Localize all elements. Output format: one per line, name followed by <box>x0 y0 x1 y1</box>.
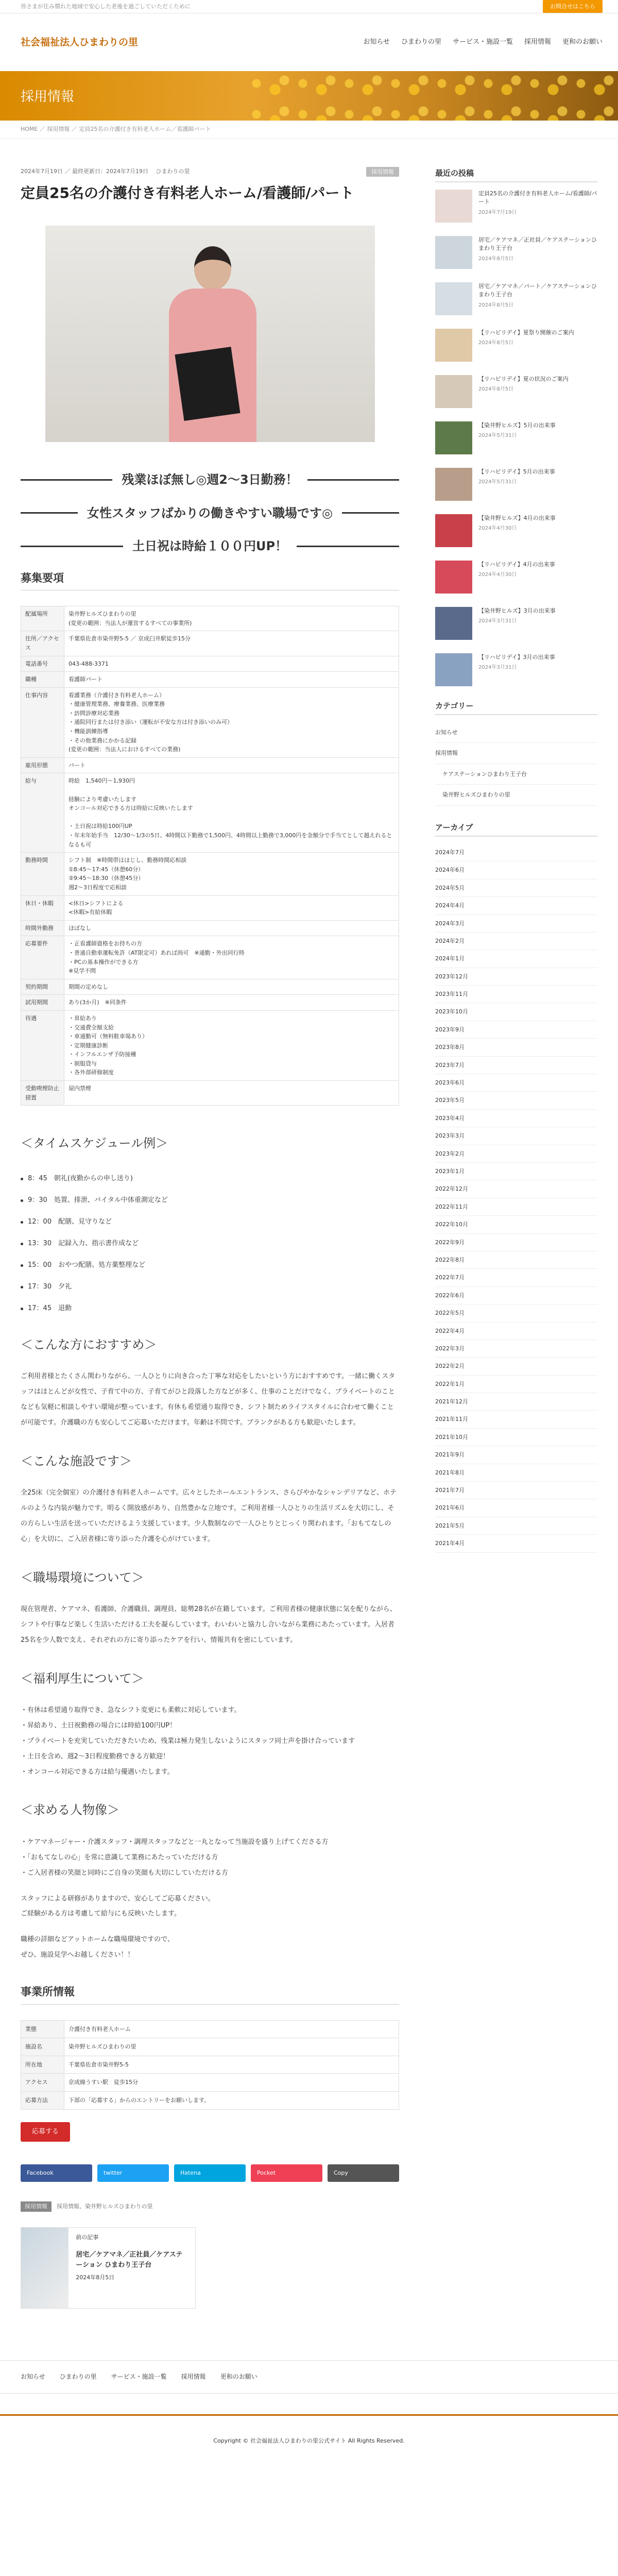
recent-post-title[interactable]: 【リハビリデイ】5月の出来事 <box>478 468 555 475</box>
who-text: ご利用者様とたくさん関わりながら、一人ひとりに向き合った丁寧な対応をしたいという方におすすめです。一緒に働くスタッフはほとんどが女性で、子育て中の方、子育てがひと段落した方などが多く、仕事のことだけでなく、プライベートのことなども気軽に相談しやすい環境が整っています。有休も希望通り取得でき、シフト制ためライフスタイルに合わせて働くことが可能です。介護職の方も安心してご応募いただけます。年齢は不問です。ブランクがある方も歓迎いたします。 <box>21 1372 396 1427</box>
job-field-label: 職種 <box>21 672 64 688</box>
prev-post-date: 2024年8月5日 <box>76 2274 115 2281</box>
recent-post-date: 2024年3月31日 <box>478 665 517 671</box>
contact-button[interactable]: お問合せはこちら <box>543 0 603 13</box>
recent-post-item[interactable] <box>435 329 597 362</box>
recent-post-date: 2024年5月31日 <box>478 479 517 485</box>
banner-women: 女性スタッフばかりの働きやすい職場です◎ <box>21 503 399 523</box>
job-table <box>21 606 399 1106</box>
archive-item[interactable]: 2021年10月 <box>435 1429 597 1446</box>
job-field-label: 住所／アクセス <box>21 631 64 656</box>
office-field-label: アクセス <box>21 2074 64 2092</box>
env-heading: ＜職場環境について＞ <box>21 1570 144 1585</box>
archive-item[interactable]: 2024年5月 <box>435 879 597 897</box>
recent-post-date: 2024年8月5日 <box>478 302 514 308</box>
recent-post-title[interactable]: 【リハビリデイ】夏祭り開催のご案内 <box>478 329 574 336</box>
archive-item[interactable]: 2022年10月 <box>435 1216 597 1233</box>
job-field-label: 試用期間 <box>21 995 64 1011</box>
recent-post-date: 2024年5月31日 <box>478 433 517 439</box>
person-item: ・「おもてなしの心」を常に意識して業務にあたっていただける方 <box>21 1853 218 1861</box>
archive-item[interactable]: 2023年4月 <box>435 1110 597 1127</box>
job-field-value: 染井野ヒルズひまわりの里 (変更の範囲：当法人が運営するすべての事業所) <box>64 606 399 631</box>
job-row <box>21 1010 399 1080</box>
article <box>21 167 399 2329</box>
category-item[interactable]: お知らせ <box>435 722 597 743</box>
site-header <box>0 13 618 71</box>
job-row <box>21 979 399 995</box>
banner-holiday: 土日祝は時給１００円UP！ <box>21 536 399 556</box>
recent-post-thumb <box>435 375 472 408</box>
welfare-list <box>21 1703 399 1780</box>
job-row <box>21 757 399 773</box>
job-field-value: シフト制 ※時間帯はほじし、勤務時間応相談 ①8:45〜17:45（休憩60分） ②9:45〜18:30（休憩45分） 週2〜3日程度で応相談 <box>64 853 399 895</box>
archive-item[interactable]: 2022年3月 <box>435 1340 597 1358</box>
recent-post-title[interactable]: 【リハビリデイ】3月の出来事 <box>478 653 555 660</box>
person-item: ・ケアマネージャー・介護スタッフ・調理スタッフなどと一丸となって当施設を盛り上げてくださる方 <box>21 1838 329 1846</box>
office-field-value: 下部の「応募する」からのエントリーをお願いします。 <box>64 2092 399 2110</box>
person-item: ・ご入居者様の笑顔と同時にご自身の笑顔も大切にしていただける方 <box>21 1869 229 1877</box>
recent-post-date: 2024年8月5日 <box>478 386 514 393</box>
recent-post-title[interactable]: 【染井野ヒルズ】5月の出来事 <box>478 421 556 429</box>
recent-posts-list <box>435 190 597 686</box>
recent-post-date: 2024年8月5日 <box>478 340 514 346</box>
share-buttons <box>21 2164 399 2182</box>
nav-item-request[interactable]: 更和のお願い <box>562 38 603 46</box>
office-field-value: 千葉県佐倉市染井野5-5 <box>64 2056 399 2074</box>
archive-item[interactable]: 2022年6月 <box>435 1287 597 1304</box>
job-field-value: 期間の定めなし <box>64 979 399 995</box>
archive-item[interactable]: 2023年3月 <box>435 1127 597 1145</box>
archive-item[interactable]: 2023年11月 <box>435 986 597 1003</box>
recent-post-title[interactable]: 居宅／ケアマネ／正社員／ケアステーションひまわり王子台 <box>478 236 597 252</box>
breadcrumb[interactable]: HOME ／ 採用情報 ／ 定員25名の介護付き有料老人ホーム／看護師パート <box>0 121 618 139</box>
recent-post-thumb <box>435 468 472 501</box>
recent-post-title[interactable]: 定員25名の介護付き有料老人ホーム/看護師/パート <box>478 190 597 206</box>
archive-item[interactable]: 2021年12月 <box>435 1393 597 1411</box>
job-field-label: 雇用形態 <box>21 757 64 773</box>
schedule-heading: ＜タイムスケジュール例＞ <box>21 1136 168 1151</box>
recent-post-date: 2024年8月5日 <box>478 256 514 262</box>
office-row <box>21 2074 399 2092</box>
sidebar <box>435 167 597 2329</box>
job-field-value: あり(3か月) ※同条件 <box>64 995 399 1011</box>
archive-item[interactable]: 2022年2月 <box>435 1358 597 1375</box>
global-nav <box>363 37 603 48</box>
schedule-item: 12：00 配膳、見守りなど <box>21 1211 399 1233</box>
archive-item[interactable]: 2022年1月 <box>435 1376 597 1393</box>
job-row <box>21 631 399 656</box>
recent-post-title[interactable]: 【リハビリデイ】4月の出来事 <box>478 561 555 568</box>
category-item[interactable]: ケアステーションひまわり王子台 <box>435 764 597 785</box>
job-field-label: 勤務時間 <box>21 853 64 895</box>
sunflower-image <box>247 71 618 121</box>
schedule-list <box>21 1168 399 1319</box>
archive-item[interactable]: 2021年9月 <box>435 1446 597 1464</box>
job-field-label: 給与 <box>21 773 64 853</box>
archive-item[interactable]: 2024年3月 <box>435 915 597 933</box>
job-field-value: ・昇給あり ・交通費全額支給 ・車通勤可（無料駐車場あり） ・定期健康診断 ・インフルエンザ予防接種 ・制服貸与 ・各外部研修制度 <box>64 1010 399 1080</box>
archive-item[interactable]: 2022年8月 <box>435 1251 597 1269</box>
job-row <box>21 995 399 1011</box>
recent-post-item[interactable] <box>435 607 597 640</box>
post-tags <box>21 2201 399 2212</box>
schedule-item: 9：30 処置、排泄、バイタル中体重測定など <box>21 1190 399 1211</box>
archive-item[interactable]: 2024年1月 <box>435 950 597 968</box>
hero-title: 採用情報 <box>21 89 75 105</box>
person-text-1: スタッフによる研修がありますので、安心してご応募ください。 ご経験がある方は考慮して給与にも反映いたします。 <box>21 1894 215 1918</box>
job-field-label: 応募要件 <box>21 936 64 979</box>
archive-item[interactable]: 2024年7月 <box>435 844 597 861</box>
schedule-item: 17：30 夕礼 <box>21 1276 399 1298</box>
footer-nav-item[interactable]: お知らせ <box>21 2372 45 2380</box>
recent-post-item[interactable] <box>435 236 597 269</box>
who-heading: ＜こんな方におすすめ＞ <box>21 1337 157 1352</box>
job-field-value: 時給 1,540円〜1,930円 経験により考慮いたします オンコール対応できる方は時給に反映いたします ・土日祝は時給100円UP ・年末年始手当 12/30〜1/3の5日、4時間以下勤務で1,500円、4時間以上勤務で3,000円を金額分で手当てとして越えれるとなるも可 <box>64 773 399 853</box>
archive-item[interactable]: 2024年4月 <box>435 897 597 914</box>
job-field-value: <休日>シフトによる <休暇>有給休暇 <box>64 895 399 920</box>
prev-post-card[interactable] <box>21 2227 196 2309</box>
facility-text: 全25床（完全個室）の介護付き有料老人ホームです。広々としたホールエントランス、さらびやかなシャンデリアなど、ホテルのような内装が魅力です。明るく開放感があり、自然豊かな立地です。ご利用者様一人ひとりの生活リズムを大切にし、その方らしい生活を送っていただけるよう支援しています。少人数制なので一人ひとりとじっくり関われます。「おもてなしの心」を大切に、ご入居者様に寄り添った介護を心がけています。 <box>21 1489 397 1543</box>
office-field-label: 施設名 <box>21 2038 64 2056</box>
job-row <box>21 687 399 757</box>
archive-item[interactable]: 2023年7月 <box>435 1057 597 1074</box>
job-field-label: 受動喫煙防止措置 <box>21 1081 64 1106</box>
top-bar <box>0 0 618 13</box>
job-field-label: 配属場所 <box>21 606 64 631</box>
archive-item[interactable]: 2022年9月 <box>435 1234 597 1251</box>
recent-post-date: 2024年7月19日 <box>478 209 517 215</box>
welfare-heading: ＜福利厚生について＞ <box>21 1671 144 1686</box>
recent-post-item[interactable] <box>435 468 597 501</box>
archive-list <box>435 844 597 1553</box>
job-row <box>21 606 399 631</box>
office-table <box>21 2020 399 2110</box>
archive-item[interactable]: 2023年9月 <box>435 1021 597 1039</box>
archive-item[interactable]: 2021年8月 <box>435 1464 597 1482</box>
recent-post-thumb <box>435 421 472 454</box>
office-field-label: 業態 <box>21 2020 64 2038</box>
prev-post-thumb <box>21 2228 68 2308</box>
recent-post-item[interactable] <box>435 561 597 594</box>
share-button-copy[interactable]: Copy <box>328 2164 399 2182</box>
footer-nav-item[interactable]: サービス・施設一覧 <box>111 2372 167 2380</box>
job-field-label: 仕事内容 <box>21 687 64 757</box>
nav-item-about[interactable]: ひまわりの里 <box>401 38 441 46</box>
recent-post-item[interactable] <box>435 190 597 223</box>
office-row <box>21 2038 399 2056</box>
archive-item[interactable]: 2023年5月 <box>435 1092 597 1109</box>
office-row <box>21 2020 399 2038</box>
nurse-photo <box>45 226 375 442</box>
page-hero <box>0 71 618 121</box>
archive-item[interactable]: 2021年5月 <box>435 1517 597 1535</box>
recent-post-thumb <box>435 561 472 594</box>
job-field-label: 契約期間 <box>21 979 64 995</box>
category-item[interactable]: 染井野ヒルズひまわりの里 <box>435 785 597 806</box>
archive-item[interactable]: 2022年4月 <box>435 1323 597 1340</box>
recent-post-title[interactable]: 【染井野ヒルズ】4月の出来事 <box>478 514 556 521</box>
recent-post-thumb <box>435 514 472 547</box>
job-field-value: ・正看護師資格をお持ちの方 ・普通自動車運転免許（AT限定可）あれば尚可 ※通勤・外出同行時 ・PCの基本操作ができる方 ※見学不問 <box>64 936 399 979</box>
office-field-value: 染井野ヒルズひまわりの里 <box>64 2038 399 2056</box>
site-tagline: 皆さまが住み慣れた地域で安心した老後を過ごしていただくために <box>21 3 191 10</box>
footer-nav-item[interactable]: 採用情報 <box>181 2372 206 2380</box>
archive-item[interactable]: 2023年8月 <box>435 1039 597 1056</box>
office-field-value: 介護付き有料老人ホーム <box>64 2020 399 2038</box>
env-text: 現在管理者、ケアマネ、看護師、介護職員、調理員、総勢28名が在籍しています。ご利用者様の健康状態に気を配りながら、シフトや行事など楽しく生活いただける工夫を凝らしています。わいわいと協力し合いながら業務にあたっています。入居者25名を少人数で支え、それぞれの方に寄り添ったケアを行い、情報共有を密にしています。 <box>21 1605 397 1644</box>
job-row <box>21 936 399 979</box>
archive-item[interactable]: 2021年7月 <box>435 1482 597 1499</box>
job-field-value: ほぼなし <box>64 920 399 936</box>
tag-label: 採用情報 <box>21 2201 52 2212</box>
job-field-label: 時間外勤務 <box>21 920 64 936</box>
person-list <box>21 1835 399 1881</box>
job-row <box>21 656 399 672</box>
schedule-item: 13：30 記録入力、指示書作成など <box>21 1233 399 1255</box>
archive-item[interactable]: 2022年12月 <box>435 1180 597 1198</box>
job-row <box>21 1081 399 1106</box>
recent-post-item[interactable] <box>435 375 597 408</box>
person-heading: ＜求める人物像＞ <box>21 1803 119 1818</box>
tag-links[interactable]: 採用情報、染井野ヒルズひまわりの里 <box>57 2203 153 2210</box>
archive-item[interactable]: 2022年11月 <box>435 1198 597 1216</box>
job-field-value: パート <box>64 757 399 773</box>
office-field-value: 京成線うすい駅 徒歩15分 <box>64 2074 399 2092</box>
category-list <box>435 722 597 806</box>
category-heading: カテゴリー <box>435 700 597 715</box>
archive-heading: アーカイブ <box>435 821 597 837</box>
recent-post-thumb <box>435 190 472 223</box>
recent-post-item[interactable] <box>435 653 597 686</box>
job-field-value: 看護業務（介護付き有料老人ホーム） ・健康管理業務、療養業務、医療業務 ・訪問診療対応業務 ・通院同行または付き添い（運転が不安な方は付き添いのみ可） ・機能訓練指導 ・その他業務にかかる記録 (変更の範囲：当法人におけるすべての業務) <box>64 687 399 757</box>
schedule-item: 8：45 朝礼(夜勤からの申し送り) <box>21 1168 399 1190</box>
person-text-2: 職種の詳細などアットホームな職場環境ですので、 ぜひ、施設見学へお越しください！！ <box>21 1936 174 1959</box>
recent-post-item[interactable] <box>435 282 597 315</box>
archive-item[interactable]: 2023年2月 <box>435 1145 597 1163</box>
category-item[interactable]: 採用情報 <box>435 743 597 764</box>
site-logo[interactable]: 社会福祉法人ひまわりの里 <box>21 36 139 48</box>
prev-post-title[interactable]: 居宅／ケアマネ／正社員／ケアステーション ひまわり王子台 <box>76 2251 183 2269</box>
welfare-item: ・有休は希望通り取得でき、急なシフト変更にも柔軟に対応しています。 <box>21 1706 241 1715</box>
footer-nav-item[interactable]: ひまわりの里 <box>59 2372 97 2380</box>
nav-item-news[interactable]: お知らせ <box>363 38 390 46</box>
recent-post-title[interactable]: 居宅／ケアマネ／パート／ケアステーションひまわり王子台 <box>478 282 597 298</box>
copyright: Copyright © 社会福祉法人ひまわりの里公式サイト All Rights Reserved. <box>0 2414 618 2466</box>
archive-item[interactable]: 2024年6月 <box>435 861 597 879</box>
archive-item[interactable]: 2023年1月 <box>435 1163 597 1180</box>
facility-heading: ＜こんな施設です＞ <box>21 1453 132 1468</box>
recent-post-thumb <box>435 329 472 362</box>
recent-post-thumb <box>435 282 472 315</box>
recent-post-date: 2024年4月30日 <box>478 526 517 532</box>
category-badge[interactable]: 採用情報 <box>366 167 399 177</box>
recent-post-thumb <box>435 653 472 686</box>
share-button-facebook[interactable]: Facebook <box>21 2164 92 2182</box>
welfare-item: ・土日を含め、週2〜3日程度勤務できる方歓迎！ <box>21 1752 170 1760</box>
schedule-item: 17：45 退勤 <box>21 1298 399 1319</box>
article-title: 定員25名の介護付き有料老人ホーム/看護師/パート <box>21 184 354 202</box>
nav-item-services[interactable]: サービス・施設一覧 <box>452 38 513 46</box>
archive-item[interactable]: 2021年11月 <box>435 1411 597 1428</box>
job-field-label: 電話番号 <box>21 656 64 672</box>
archive-item[interactable]: 2024年2月 <box>435 933 597 950</box>
job-row <box>21 920 399 936</box>
recent-post-thumb <box>435 607 472 640</box>
post-meta <box>21 167 399 177</box>
archive-item[interactable]: 2021年6月 <box>435 1499 597 1517</box>
welfare-item: ・オンコール対応できる方は給与優遇いたします。 <box>21 1768 174 1776</box>
recent-post-date: 2024年4月30日 <box>478 572 517 578</box>
recent-post-thumb <box>435 236 472 269</box>
office-field-label: 応募方法 <box>21 2092 64 2110</box>
share-button-pocket[interactable]: Pocket <box>251 2164 322 2182</box>
banner-overtime: 残業ほぼ無し◎週2〜3日勤務！ <box>21 470 399 489</box>
footer-nav <box>0 2360 618 2394</box>
welfare-item: ・プライベートを充実していただきたいため、残業は極力発生しないようにスタッフ同士声を掛け合っています <box>21 1737 355 1745</box>
archive-item[interactable]: 2023年10月 <box>435 1003 597 1021</box>
welfare-item: ・昇給あり、土日祝勤務の場合には時給100円UP！ <box>21 1721 177 1730</box>
job-field-value: 看護師パート <box>64 672 399 688</box>
job-row <box>21 853 399 895</box>
share-button-twitter[interactable]: twitter <box>97 2164 169 2182</box>
job-row <box>21 895 399 920</box>
archive-item[interactable]: 2023年6月 <box>435 1074 597 1092</box>
nav-item-recruit[interactable]: 採用情報 <box>524 38 551 46</box>
recent-post-item[interactable] <box>435 421 597 454</box>
job-row <box>21 773 399 853</box>
archive-item[interactable]: 2022年5月 <box>435 1304 597 1322</box>
footer-nav-item[interactable]: 更和のお願い <box>220 2372 258 2380</box>
archive-item[interactable]: 2023年12月 <box>435 968 597 986</box>
post-date: 2024年7月19日 ／ 最終更新日：2024年7月19日 ひまわりの里 <box>21 167 190 175</box>
job-row <box>21 672 399 688</box>
archive-item[interactable]: 2021年4月 <box>435 1535 597 1552</box>
prev-post-label: 前の記事 <box>76 2233 99 2241</box>
office-row <box>21 2092 399 2110</box>
office-field-label: 所在地 <box>21 2056 64 2074</box>
recruit-heading: 募集要項 <box>21 570 399 591</box>
job-field-label: 待遇 <box>21 1010 64 1080</box>
job-field-value: 千葉県佐倉市染井野5-5 ／ 京成臼井駅徒歩15分 <box>64 631 399 656</box>
recent-posts-heading: 最近の投稿 <box>435 167 597 182</box>
recent-post-item[interactable] <box>435 514 597 547</box>
recent-post-date: 2024年3月31日 <box>478 618 517 624</box>
job-field-label: 休日・休暇 <box>21 895 64 920</box>
apply-button[interactable]: 応募する <box>21 2122 70 2142</box>
archive-item[interactable]: 2022年7月 <box>435 1269 597 1286</box>
recent-post-title[interactable]: 【リハビリデイ】夏の状況のご案内 <box>478 375 569 382</box>
schedule-item: 15：00 おやつ配膳、処方薬整理など <box>21 1255 399 1276</box>
share-button-hatena[interactable]: Hatena <box>174 2164 246 2182</box>
office-heading: 事業所情報 <box>21 1984 399 2005</box>
office-row <box>21 2056 399 2074</box>
recent-post-title[interactable]: 【染井野ヒルズ】3月の出来事 <box>478 607 556 614</box>
job-field-value: 屋内禁煙 <box>64 1081 399 1106</box>
job-field-value: 043-488-3371 <box>64 656 399 672</box>
